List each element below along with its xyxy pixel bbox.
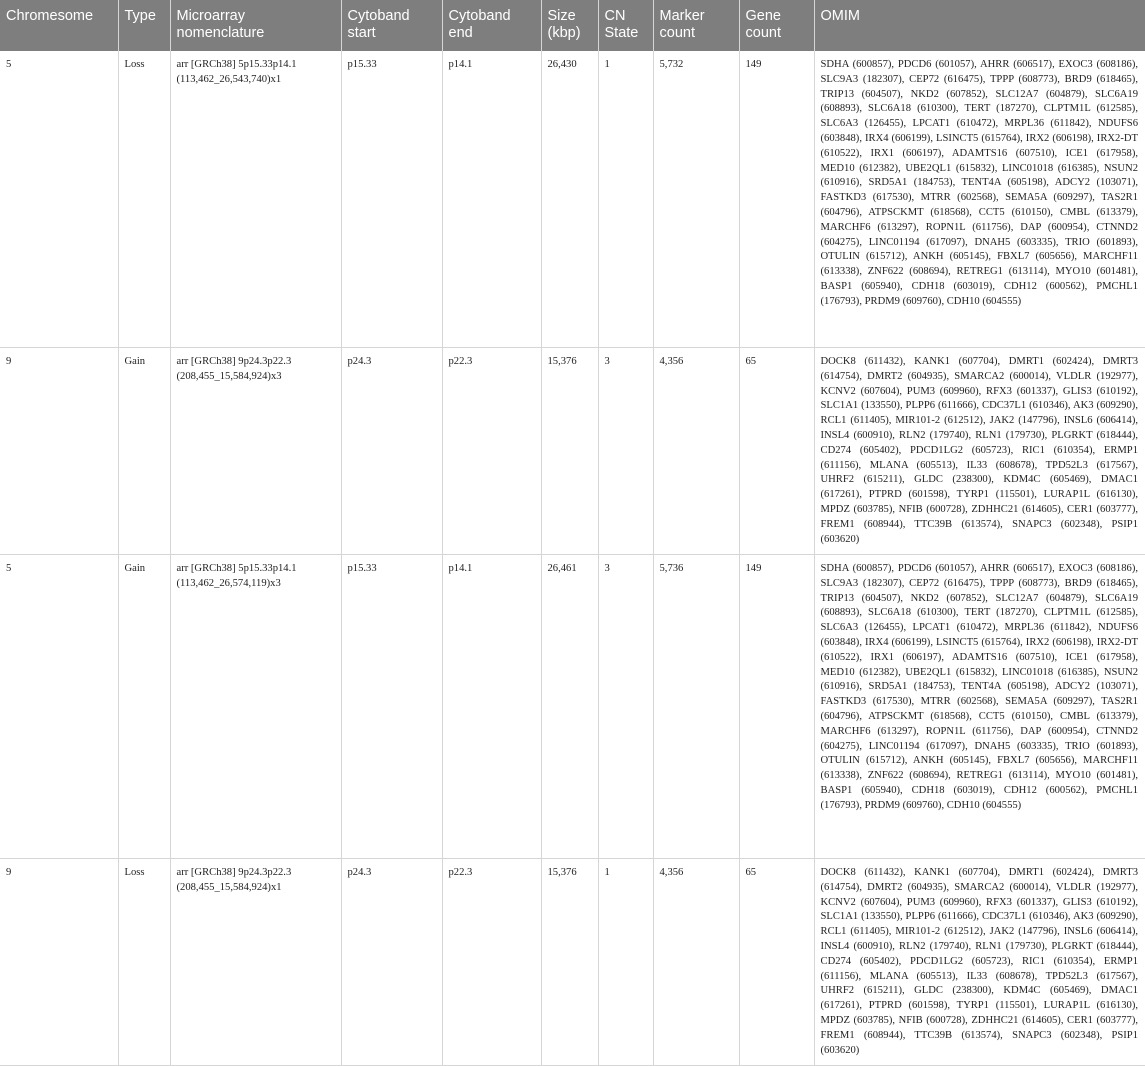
cell-omim: DOCK8 (611432), KANK1 (607704), DMRT1 (602424), DMRT3 (614754), DMRT2 (604935), SMARCA2 (600014), VLDLR (192977), KCNV2 (607604), PUM3 (609960), RFX3 (601337), GLIS3 (610192), SLC1A1 (133550), PLPP6 (611666), CDC37L1 (610346), AK3 (609290), RCL1 (611405), MIR101-2 (612512), JAK2 (147796), INSL6 (606414), INSL4 (600910), RLN2 (179740), RLN1 (179730), PLGRKT (618444), CD274 (605402), PDCD1LG2 (605723), RIC1 (610354), ERMP1 (611156), MLANA (605513), IL33 (608678), TPD52L3 (617567), UHRF2 (615211), GLDC (238300), KDM4C (605469), DMAC1 (617261), PTPRD (601598), TYRP1 (115501), LURAP1L (616130), MPDZ (603785), NFIB (600728), ZDHHC21 (614605), CER1 (603777), FREM1 (608944), TTC39B (613574), SNAPC3 (602348), PSIP1 (603620) xyxy=(814,348,1145,555)
cell-nomenclature: arr [GRCh38] 5p15.33p14.1 (113,462_26,574,119)x3 xyxy=(170,555,341,859)
cell-marker-count: 4,356 xyxy=(653,859,739,1066)
cell-gene-count: 65 xyxy=(739,348,814,555)
header-omim: OMIM xyxy=(814,0,1145,51)
cell-cn-state: 1 xyxy=(598,51,653,348)
cell-chromosome: 5 xyxy=(0,51,118,348)
cell-type: Gain xyxy=(118,555,170,859)
header-nomenclature: Microarray nomenclature xyxy=(170,0,341,51)
cell-cn-state: 3 xyxy=(598,555,653,859)
header-row xyxy=(0,0,1145,51)
cell-marker-count: 5,732 xyxy=(653,51,739,348)
cell-type: Gain xyxy=(118,348,170,555)
cell-size: 15,376 xyxy=(541,348,598,555)
cell-omim: SDHA (600857), PDCD6 (601057), AHRR (606517), EXOC3 (608186), SLC9A3 (182307), CEP72 (616475), TPPP (608773), BRD9 (618465), TRIP13 (604507), NKD2 (607852), SLC12A7 (604879), SLC6A19 (608893), SLC6A18 (610300), TERT (187270), CLPTM1L (612585), SLC6A3 (126455), LPCAT1 (610472), MRPL36 (611842), NDUFS6 (603848), IRX4 (606199), LSINCT5 (615764), IRX2 (606198), IRX2-DT (610522), IRX1 (606197), ADAMTS16 (607510), ICE1 (617958), MED10 (612382), UBE2QL1 (615832), LINC01018 (616385), NSUN2 (610916), SRD5A1 (184753), TENT4A (605198), ADCY2 (103071), FASTKD3 (617530), MTRR (602568), SEMA5A (609297), TAS2R1 (604796), ATPSCKMT (618568), CCT5 (610150), CMBL (613379), MARCHF6 (613297), ROPN1L (611756), DAP (600954), CTNND2 (604275), LINC01194 (617097), DNAH5 (603335), TRIO (601893), OTULIN (615712), ANKH (605145), FBXL7 (605656), MARCHF11 (613338), ZNF622 (608694), RETREG1 (613114), MYO10 (601481), BASP1 (605940), CDH18 (603019), CDH12 (600562), PMCHL1 (176793), PRDM9 (609760), CDH10 (604555) xyxy=(814,555,1145,859)
cell-cytoband-start: p15.33 xyxy=(341,555,442,859)
table-header xyxy=(0,0,1145,51)
cell-omim: SDHA (600857), PDCD6 (601057), AHRR (606517), EXOC3 (608186), SLC9A3 (182307), CEP72 (616475), TPPP (608773), BRD9 (618465), TRIP13 (604507), NKD2 (607852), SLC12A7 (604879), SLC6A19 (608893), SLC6A18 (610300), TERT (187270), CLPTM1L (612585), SLC6A3 (126455), LPCAT1 (610472), MRPL36 (611842), NDUFS6 (603848), IRX4 (606199), LSINCT5 (615764), IRX2 (606198), IRX2-DT (610522), IRX1 (606197), ADAMTS16 (607510), ICE1 (617958), MED10 (612382), UBE2QL1 (615832), LINC01018 (616385), NSUN2 (610916), SRD5A1 (184753), TENT4A (605198), ADCY2 (103071), FASTKD3 (617530), MTRR (602568), SEMA5A (609297), TAS2R1 (604796), ATPSCKMT (618568), CCT5 (610150), CMBL (613379), MARCHF6 (613297), ROPN1L (611756), DAP (600954), CTNND2 (604275), LINC01194 (617097), DNAH5 (603335), TRIO (601893), OTULIN (615712), ANKH (605145), FBXL7 (605656), MARCHF11 (613338), ZNF622 (608694), RETREG1 (613114), MYO10 (601481), BASP1 (605940), CDH18 (603019), CDH12 (600562), PMCHL1 (176793), PRDM9 (609760), CDH10 (604555) xyxy=(814,51,1145,348)
cell-cytoband-end: p14.1 xyxy=(442,555,541,859)
header-gene-count: Gene count xyxy=(739,0,814,51)
cell-gene-count: 149 xyxy=(739,555,814,859)
cell-cytoband-end: p22.3 xyxy=(442,859,541,1066)
cell-nomenclature: arr [GRCh38] 9p24.3p22.3 (208,455_15,584,924)x3 xyxy=(170,348,341,555)
table-row xyxy=(0,51,1145,348)
cell-chromosome: 9 xyxy=(0,859,118,1066)
header-chromosome: Chromesome xyxy=(0,0,118,51)
table-row xyxy=(0,859,1145,1066)
header-marker-count: Marker count xyxy=(653,0,739,51)
cell-marker-count: 4,356 xyxy=(653,348,739,555)
table-body xyxy=(0,51,1145,1066)
header-cytoband-start: Cytoband start xyxy=(341,0,442,51)
cell-size: 26,430 xyxy=(541,51,598,348)
cell-size: 15,376 xyxy=(541,859,598,1066)
cell-cytoband-end: p14.1 xyxy=(442,51,541,348)
cell-cn-state: 1 xyxy=(598,859,653,1066)
cell-gene-count: 149 xyxy=(739,51,814,348)
cell-cn-state: 3 xyxy=(598,348,653,555)
cell-cytoband-start: p15.33 xyxy=(341,51,442,348)
cell-type: Loss xyxy=(118,859,170,1066)
cell-cytoband-end: p22.3 xyxy=(442,348,541,555)
header-cytoband-end: Cytoband end xyxy=(442,0,541,51)
cell-cytoband-start: p24.3 xyxy=(341,859,442,1066)
cell-chromosome: 9 xyxy=(0,348,118,555)
cell-omim: DOCK8 (611432), KANK1 (607704), DMRT1 (602424), DMRT3 (614754), DMRT2 (604935), SMARCA2 (600014), VLDLR (192977), KCNV2 (607604), PUM3 (609960), RFX3 (601337), GLIS3 (610192), SLC1A1 (133550), PLPP6 (611666), CDC37L1 (610346), AK3 (609290), RCL1 (611405), MIR101-2 (612512), JAK2 (147796), INSL6 (606414), INSL4 (600910), RLN2 (179740), RLN1 (179730), PLGRKT (618444), CD274 (605402), PDCD1LG2 (605723), RIC1 (610354), ERMP1 (611156), MLANA (605513), IL33 (608678), TPD52L3 (617567), UHRF2 (615211), GLDC (238300), KDM4C (605469), DMAC1 (617261), PTPRD (601598), TYRP1 (115501), LURAP1L (616130), MPDZ (603785), NFIB (600728), ZDHHC21 (614605), CER1 (603777), FREM1 (608944), TTC39B (613574), SNAPC3 (602348), PSIP1 (603620) xyxy=(814,859,1145,1066)
header-size: Size (kbp) xyxy=(541,0,598,51)
cell-marker-count: 5,736 xyxy=(653,555,739,859)
cell-nomenclature: arr [GRCh38] 5p15.33p14.1 (113,462_26,543,740)x1 xyxy=(170,51,341,348)
cell-type: Loss xyxy=(118,51,170,348)
table-row xyxy=(0,555,1145,859)
cell-size: 26,461 xyxy=(541,555,598,859)
cell-cytoband-start: p24.3 xyxy=(341,348,442,555)
table-row xyxy=(0,348,1145,555)
cell-gene-count: 65 xyxy=(739,859,814,1066)
header-cn-state: CN State xyxy=(598,0,653,51)
cell-nomenclature: arr [GRCh38] 9p24.3p22.3 (208,455_15,584,924)x1 xyxy=(170,859,341,1066)
header-type: Type xyxy=(118,0,170,51)
cell-chromosome: 5 xyxy=(0,555,118,859)
